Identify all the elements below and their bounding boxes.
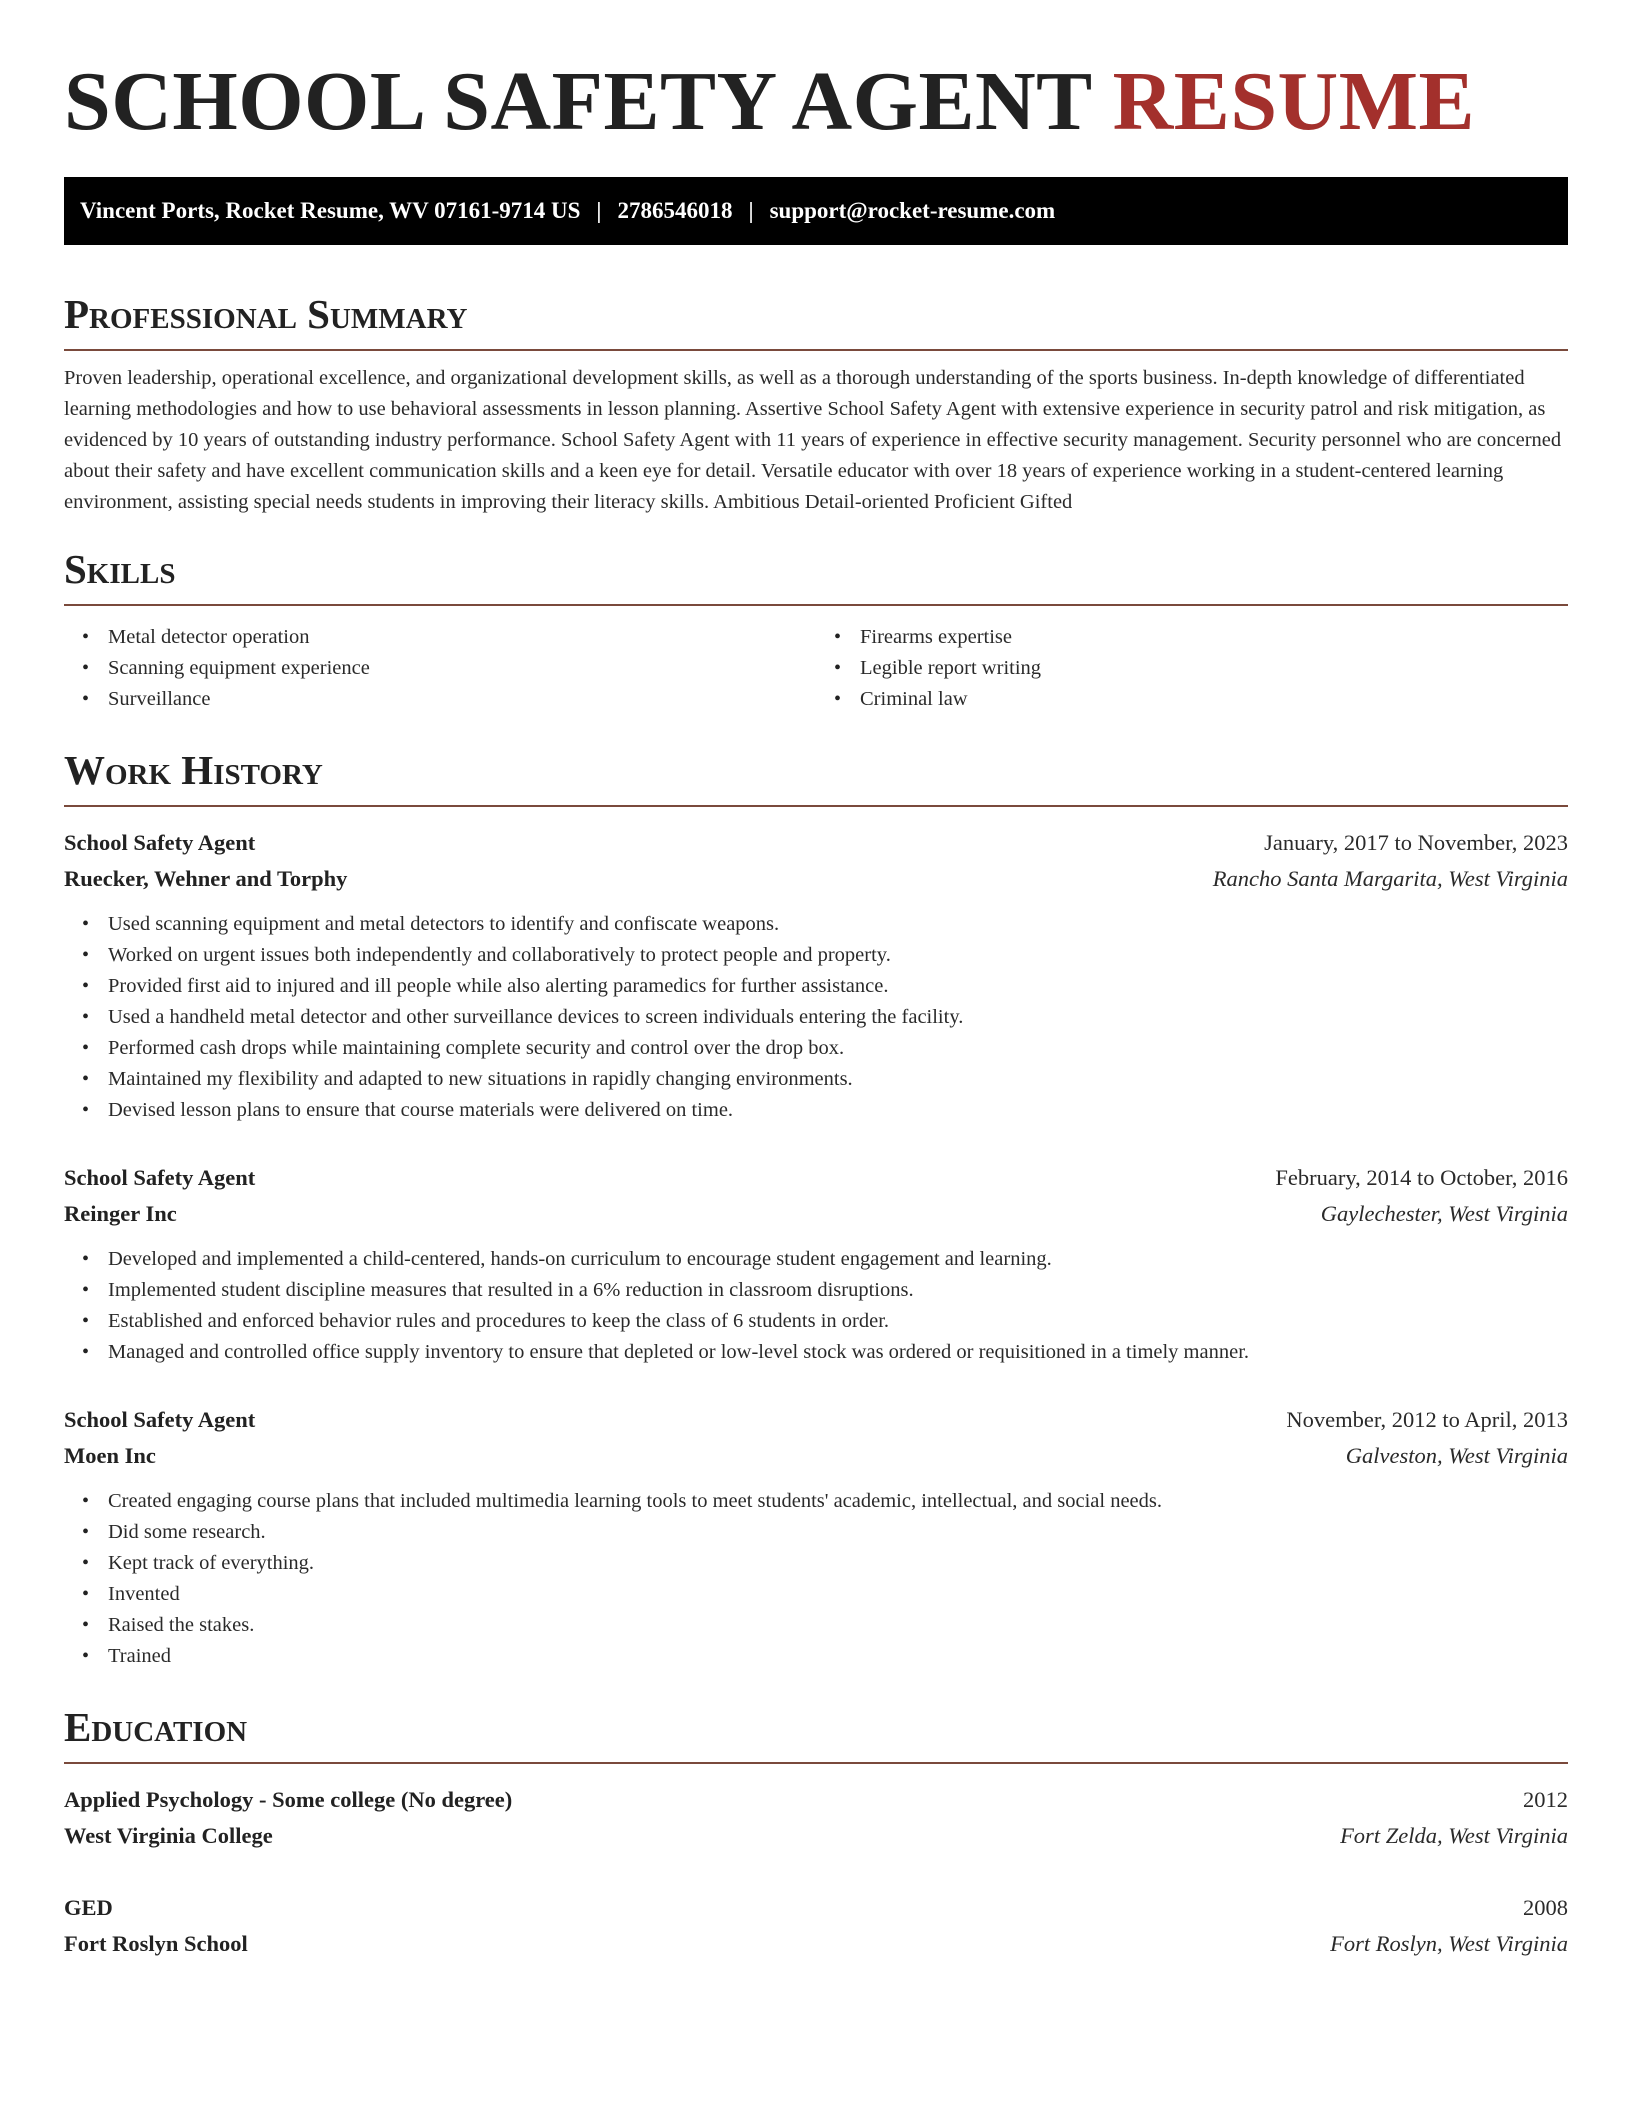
education-location: Fort Roslyn, West Virginia bbox=[1330, 1931, 1568, 1956]
job-header-row bbox=[64, 1402, 1568, 1438]
education-year: 2008 bbox=[1523, 1895, 1568, 1920]
contact-bar bbox=[64, 177, 1568, 245]
job-dates: February, 2014 to October, 2016 bbox=[1275, 1165, 1568, 1190]
education-school: Fort Roslyn School bbox=[64, 1931, 248, 1956]
job-title: School Safety Agent bbox=[64, 1165, 256, 1190]
job-duty: • Provided first aid to injured and ill people while also alerting paramedics for further assistance. bbox=[108, 971, 1568, 1002]
education-degree-row bbox=[64, 1890, 1568, 1926]
job-company: Reinger Inc bbox=[64, 1201, 177, 1226]
education-entry bbox=[64, 1890, 1568, 1962]
job-duty: • Developed and implemented a child-centered, hands-on curriculum to encourage student engagement and learning. bbox=[108, 1244, 1568, 1275]
skill-item: • Metal detector operation bbox=[108, 622, 816, 653]
skills-column-left bbox=[64, 622, 816, 715]
job-company-row bbox=[64, 1196, 1568, 1232]
skill-item: • Scanning equipment experience bbox=[108, 653, 816, 684]
job-location: Gaylechester, West Virginia bbox=[1320, 1201, 1568, 1226]
job-duty: • Performed cash drops while maintaining complete security and control over the drop box. bbox=[108, 1033, 1568, 1064]
job-duties-list bbox=[64, 909, 1568, 1126]
education-degree-row bbox=[64, 1782, 1568, 1818]
summary-text: Proven leadership, operational excellence, and organizational development skills, as well as a thorough understanding of the sports business. In-depth knowledge of differentiated learning methodologies and how to use behavioral assessments in lesson planning. Assertive School Safety Agent with extensive experience in security patrol and risk mitigation, as evidenced by 10 years of outstanding industry performance. School Safety Agent with 11 years of experience in effective security management. Security personnel who are concerned about their safety and have excellent communication skills and a keen eye for detail. Versatile educator with over 18 years of experience working in a student-centered learning environment, assisting special needs students in improving their literacy skills. Ambitious Detail-oriented Proficient Gifted bbox=[64, 367, 1562, 513]
skill-item: • Criminal law bbox=[860, 684, 1568, 715]
job-duty: • Kept track of everything. bbox=[108, 1548, 1568, 1579]
job-duty: • Did some research. bbox=[108, 1517, 1568, 1548]
resume-title bbox=[64, 52, 1568, 152]
job-duties-list bbox=[64, 1486, 1568, 1672]
contact-address: Vincent Ports, Rocket Resume, WV 07161-9714 US bbox=[80, 198, 581, 223]
job-duty: • Devised lesson plans to ensure that course materials were delivered on time. bbox=[108, 1095, 1568, 1126]
contact-email[interactable]: support@rocket-resume.com bbox=[769, 198, 1056, 223]
job-company: Ruecker, Wehner and Torphy bbox=[64, 866, 348, 891]
education-heading: Education bbox=[64, 1702, 1568, 1764]
skills-grid bbox=[64, 622, 1568, 715]
job-entry bbox=[64, 1160, 1568, 1368]
job-duties-list bbox=[64, 1244, 1568, 1368]
contact-separator: | bbox=[748, 198, 754, 223]
education-school-row bbox=[64, 1818, 1568, 1854]
skill-item: • Firearms expertise bbox=[860, 622, 1568, 653]
job-duty: • Worked on urgent issues both independently and collaboratively to protect people and property. bbox=[108, 940, 1568, 971]
job-dates: November, 2012 to April, 2013 bbox=[1286, 1407, 1568, 1432]
job-header-row bbox=[64, 1160, 1568, 1196]
job-duty: • Trained bbox=[108, 1641, 1568, 1672]
job-duty: • Invented bbox=[108, 1579, 1568, 1610]
job-location: Galveston, West Virginia bbox=[1345, 1443, 1568, 1468]
contact-phone[interactable]: 2786546018 bbox=[617, 198, 733, 223]
job-company: Moen Inc bbox=[64, 1443, 156, 1468]
skill-item: • Surveillance bbox=[108, 684, 816, 715]
education-year: 2012 bbox=[1523, 1787, 1568, 1812]
job-title: School Safety Agent bbox=[64, 830, 256, 855]
job-location: Rancho Santa Margarita, West Virginia bbox=[1212, 866, 1568, 891]
education-degree: GED bbox=[64, 1895, 113, 1920]
job-duty: • Implemented student discipline measures that resulted in a 6% reduction in classroom disruptions. bbox=[108, 1275, 1568, 1306]
title-accent: RESUME bbox=[1112, 55, 1476, 148]
education-location: Fort Zelda, West Virginia bbox=[1340, 1823, 1568, 1848]
job-dates: January, 2017 to November, 2023 bbox=[1264, 830, 1568, 855]
job-duty: • Managed and controlled office supply inventory to ensure that depleted or low-level stock was ordered or requisitioned in a timely manner. bbox=[108, 1337, 1568, 1368]
job-duty: • Created engaging course plans that included multimedia learning tools to meet students' academic, intellectual, and social needs. bbox=[108, 1486, 1568, 1517]
education-degree: Applied Psychology - Some college (No degree) bbox=[64, 1787, 513, 1812]
job-company-row bbox=[64, 1438, 1568, 1474]
summary-heading: Professional Summary bbox=[64, 289, 1568, 351]
education-school: West Virginia College bbox=[64, 1823, 273, 1848]
education-school-row bbox=[64, 1926, 1568, 1962]
job-duty: • Raised the stakes. bbox=[108, 1610, 1568, 1641]
title-main: SCHOOL SAFETY AGENT bbox=[64, 55, 1092, 148]
job-title: School Safety Agent bbox=[64, 1407, 256, 1432]
job-duty: • Established and enforced behavior rules and procedures to keep the class of 6 students in order. bbox=[108, 1306, 1568, 1337]
skills-heading: Skills bbox=[64, 544, 1568, 606]
job-entry bbox=[64, 825, 1568, 1126]
education-entry bbox=[64, 1782, 1568, 1854]
skills-column-right bbox=[816, 622, 1568, 715]
job-entry bbox=[64, 1402, 1568, 1672]
skill-item: • Legible report writing bbox=[860, 653, 1568, 684]
contact-separator: | bbox=[596, 198, 602, 223]
job-duty: • Maintained my flexibility and adapted to new situations in rapidly changing environments. bbox=[108, 1064, 1568, 1095]
work-history-heading: Work History bbox=[64, 745, 1568, 807]
job-header-row bbox=[64, 825, 1568, 861]
job-duty: • Used a handheld metal detector and other surveillance devices to screen individuals entering the facility. bbox=[108, 1002, 1568, 1033]
job-company-row bbox=[64, 861, 1568, 897]
job-duty: • Used scanning equipment and metal detectors to identify and confiscate weapons. bbox=[108, 909, 1568, 940]
